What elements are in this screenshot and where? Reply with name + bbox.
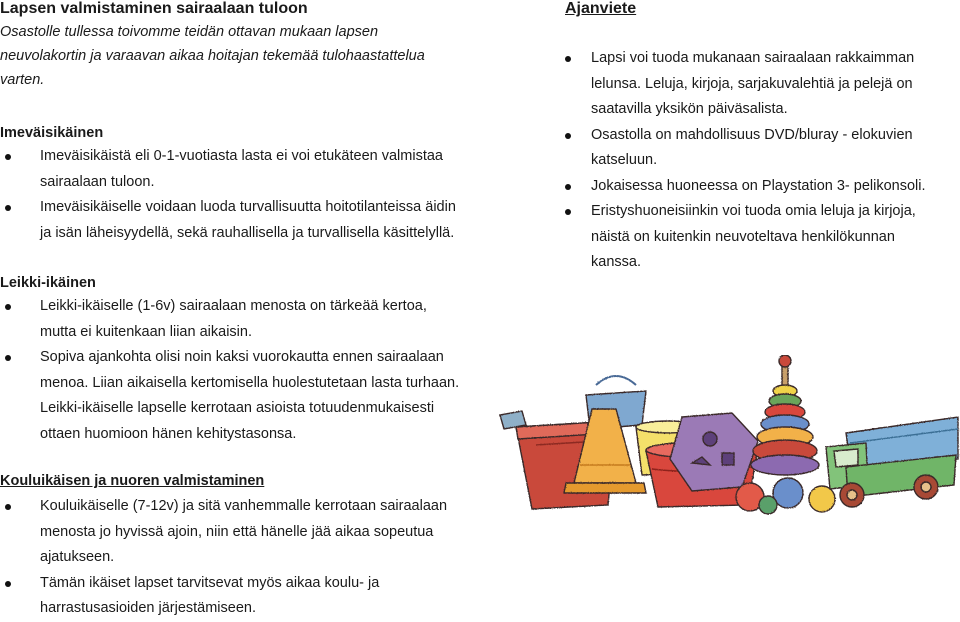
list-item: Eristyshuoneisiinkin voi tuoda omia leluja ja kirjoja, näistä on kuitenkin neuvoteltava henkilökunnan kanssa.	[565, 199, 945, 276]
school-section	[0, 470, 470, 622]
toddler-heading: Leikki-ikäinen	[0, 275, 96, 291]
list-item: Jokaisessa huoneessa on Playstation 3- pelikonsoli.	[565, 174, 945, 200]
bullet-icon	[565, 184, 571, 190]
left-intro-section	[0, 0, 430, 92]
list-item: Tämän ikäiset lapset tarvitsevat myös aikaa koulu- ja harrastusasioiden järjestämiseen.	[0, 571, 400, 622]
bullet-icon	[5, 581, 11, 587]
list-item: Osastolla on mahdollisuus DVD/bluray - elokuvien katseluun.	[565, 123, 945, 174]
pastime-list	[565, 46, 945, 276]
infant-section	[0, 122, 470, 246]
list-item: Imeväisikäistä eli 0-1-vuotiasta lasta ei voi etukäteen valmistaa sairaalaan tuloon.	[0, 144, 470, 195]
toddler-section	[0, 272, 470, 447]
pastime-title: Ajanviete	[565, 0, 637, 17]
school-list	[0, 494, 470, 622]
bullet-icon	[565, 133, 571, 139]
school-heading: Kouluikäisen ja nuoren valmistaminen	[0, 473, 265, 489]
list-item: Kouluikäiselle (7-12v) ja sitä vanhemmalle kerrotaan sairaalaan menosta jo hyvissä ajoin, niin että hänelle jää aikaa sopeutua ajatukseen.	[0, 494, 455, 571]
bullet-icon	[5, 205, 11, 211]
bullet-icon	[5, 504, 11, 510]
list-item: Imeväisikäiselle voidaan luoda turvallisuutta hoitotilanteissa äidin ja isän läheisyydellä, sekä rauhallisella ja turvallisella käsittelyllä.	[0, 195, 470, 246]
list-item: Lapsi voi tuoda mukanaan sairaalaan rakkaimman lelunsa. Leluja, kirjoja, sarjakuvalehtiä ja pelejä on saatavilla yksikön päiväsalista.	[565, 46, 926, 123]
page-title: Lapsen valmistaminen sairaalaan tuloon	[0, 0, 308, 17]
toys-illustration-icon	[496, 355, 960, 515]
bullet-icon	[5, 304, 11, 310]
pastime-section	[565, 0, 945, 276]
bullet-icon	[565, 56, 571, 62]
intro-text: Osastolle tullessa toivomme teidän ottavan mukaan lapsen neuvolakortin ja varaavan aikaa hoitajan tekemää tulohaastattelua varten.	[0, 24, 425, 88]
bullet-icon	[565, 209, 571, 215]
bullet-icon	[5, 355, 11, 361]
list-item: Sopiva ajankohta olisi noin kaksi vuorokautta ennen sairaalaan menoa. Liian aikaisella kertomisella huolestutetaan lasta turhaan. Leikki-ikäiselle lapselle kerrotaan asioista totuudenmukaisesti ottaen huomioon hänen kehitystasonsa.	[0, 345, 470, 447]
list-item: Leikki-ikäiselle (1-6v) sairaalaan menosta on tärkeää kertoa, mutta ei kuitenkaan liian aikaisin.	[0, 294, 440, 345]
infant-heading: Imeväisikäinen	[0, 125, 104, 141]
bullet-icon	[5, 154, 11, 160]
toddler-list	[0, 294, 470, 447]
infant-list	[0, 144, 470, 246]
